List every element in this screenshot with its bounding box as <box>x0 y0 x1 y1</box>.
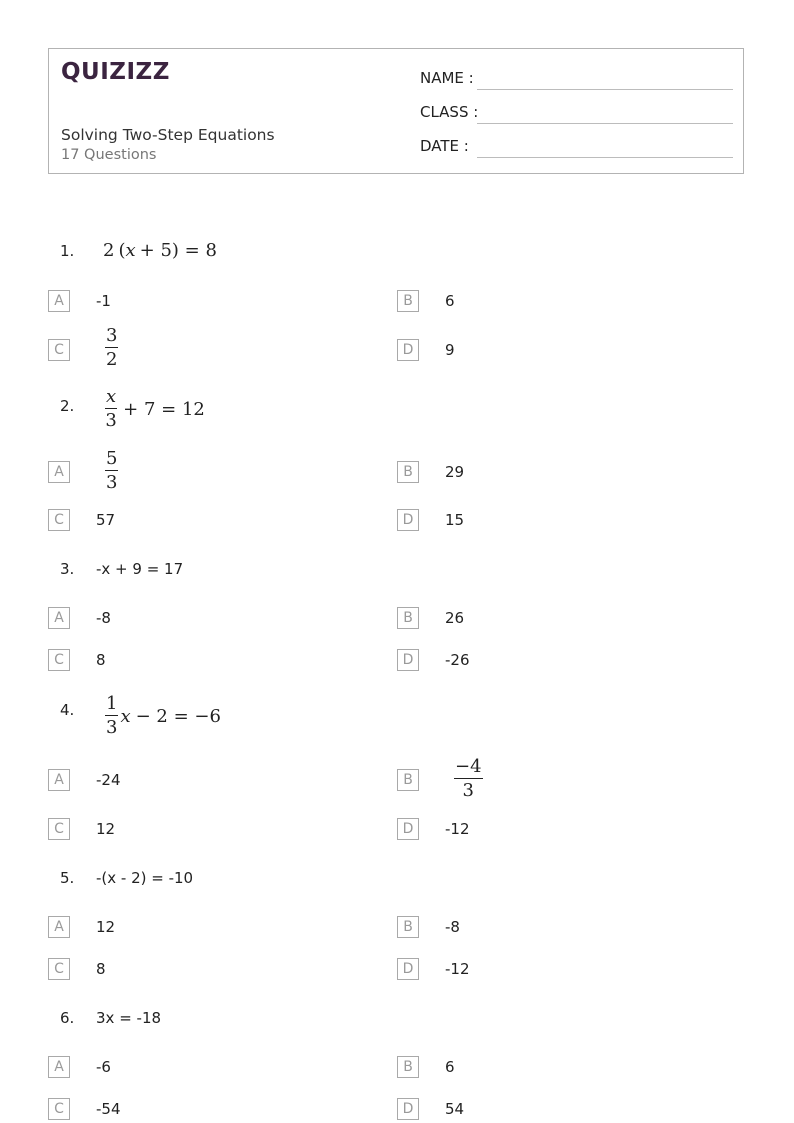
option-letter-a[interactable]: A <box>48 1056 70 1078</box>
question-number: 4. <box>60 701 75 719</box>
option-letter-d[interactable]: D <box>397 509 419 531</box>
question-equation <box>103 695 221 737</box>
option-value-b[interactable]: 6 <box>445 292 455 310</box>
fraction-numerator: x <box>106 386 117 407</box>
option-value-b[interactable]: -8 <box>445 918 460 936</box>
question-text: 3x = -18 <box>96 1009 162 1027</box>
variable: x <box>125 240 136 261</box>
paren-open: ( <box>118 240 126 261</box>
fraction-denominator: 3 <box>105 410 117 431</box>
worksheet-title: Solving Two-Step Equations <box>61 126 275 144</box>
option-letter-a[interactable]: A <box>48 461 70 483</box>
worksheet-header <box>48 48 744 174</box>
option-value-a[interactable]: -6 <box>96 1058 111 1076</box>
option-value-c[interactable]: 57 <box>96 511 116 529</box>
fraction-numerator: 1 <box>106 693 118 714</box>
option-letter-b[interactable]: B <box>397 461 419 483</box>
option-letter-b[interactable]: B <box>397 290 419 312</box>
fraction-denominator: 3 <box>106 717 118 738</box>
fraction-numerator: −4 <box>455 756 482 777</box>
question-equation <box>103 240 217 261</box>
option-value-d[interactable]: -12 <box>445 960 470 978</box>
class-label: CLASS : <box>420 103 479 121</box>
option-value-a[interactable]: -24 <box>96 771 121 789</box>
option-letter-c[interactable]: C <box>48 958 70 980</box>
option-letter-d[interactable]: D <box>397 818 419 840</box>
option-letter-d[interactable]: D <box>397 958 419 980</box>
option-value-d[interactable]: -26 <box>445 651 470 669</box>
option-letter-b[interactable]: B <box>397 769 419 791</box>
option-letter-b[interactable]: B <box>397 1056 419 1078</box>
option-value-a[interactable]: -8 <box>96 609 111 627</box>
option-value-c[interactable]: 8 <box>96 960 106 978</box>
option-value-b[interactable]: 26 <box>445 609 465 627</box>
option-letter-a[interactable]: A <box>48 290 70 312</box>
question-number: 3. <box>60 560 75 578</box>
fraction-numerator: 5 <box>106 448 118 469</box>
quizizz-logo: QUIZIZZ <box>61 59 170 85</box>
option-letter-a[interactable]: A <box>48 607 70 629</box>
question-equation <box>103 388 205 430</box>
fraction-denominator: 3 <box>106 472 118 493</box>
question-number: 2. <box>60 397 75 415</box>
option-letter-c[interactable]: C <box>48 649 70 671</box>
option-value-d[interactable]: 9 <box>445 341 455 359</box>
fraction-numerator: 3 <box>106 325 118 346</box>
question-text: -(x - 2) = -10 <box>96 869 194 887</box>
option-value-b[interactable]: 6 <box>445 1058 455 1076</box>
option-value-c[interactable]: 12 <box>96 820 116 838</box>
option-value-a[interactable]: -1 <box>96 292 111 310</box>
option-letter-d[interactable]: D <box>397 339 419 361</box>
question-text: -x + 9 = 17 <box>96 560 184 578</box>
fraction-denominator: 2 <box>106 349 118 370</box>
option-value-a[interactable]: 12 <box>96 918 116 936</box>
variable: x <box>120 705 131 727</box>
option-value-b[interactable]: 29 <box>445 463 465 481</box>
question-number: 1. <box>60 242 75 260</box>
option-value-d[interactable]: 54 <box>445 1100 465 1118</box>
option-value-c[interactable]: -54 <box>96 1100 121 1118</box>
option-value-c[interactable] <box>103 327 120 369</box>
question-number: 6. <box>60 1009 75 1027</box>
option-letter-b[interactable]: B <box>397 916 419 938</box>
equation-rest: + 7 = 12 <box>123 398 205 420</box>
option-letter-d[interactable]: D <box>397 649 419 671</box>
option-value-c[interactable]: 8 <box>96 651 106 669</box>
equation-rest: + 5) = 8 <box>139 240 217 261</box>
class-line <box>477 123 733 124</box>
option-letter-d[interactable]: D <box>397 1098 419 1120</box>
option-value-d[interactable]: -12 <box>445 820 470 838</box>
option-letter-c[interactable]: C <box>48 1098 70 1120</box>
equation-rest: − 2 = −6 <box>135 705 221 727</box>
option-value-a[interactable] <box>103 450 120 492</box>
option-letter-c[interactable]: C <box>48 339 70 361</box>
coefficient: 2 <box>103 240 115 261</box>
option-value-d[interactable]: 15 <box>445 511 465 529</box>
date-line <box>477 157 733 158</box>
name-line <box>477 89 733 90</box>
fraction-denominator: 3 <box>462 780 474 801</box>
option-letter-a[interactable]: A <box>48 769 70 791</box>
option-letter-a[interactable]: A <box>48 916 70 938</box>
question-count: 17 Questions <box>61 147 157 163</box>
option-letter-c[interactable]: C <box>48 818 70 840</box>
name-label: NAME : <box>420 69 474 87</box>
question-number: 5. <box>60 869 75 887</box>
option-letter-b[interactable]: B <box>397 607 419 629</box>
date-label: DATE : <box>420 137 469 155</box>
option-value-b[interactable] <box>452 758 485 800</box>
option-letter-c[interactable]: C <box>48 509 70 531</box>
